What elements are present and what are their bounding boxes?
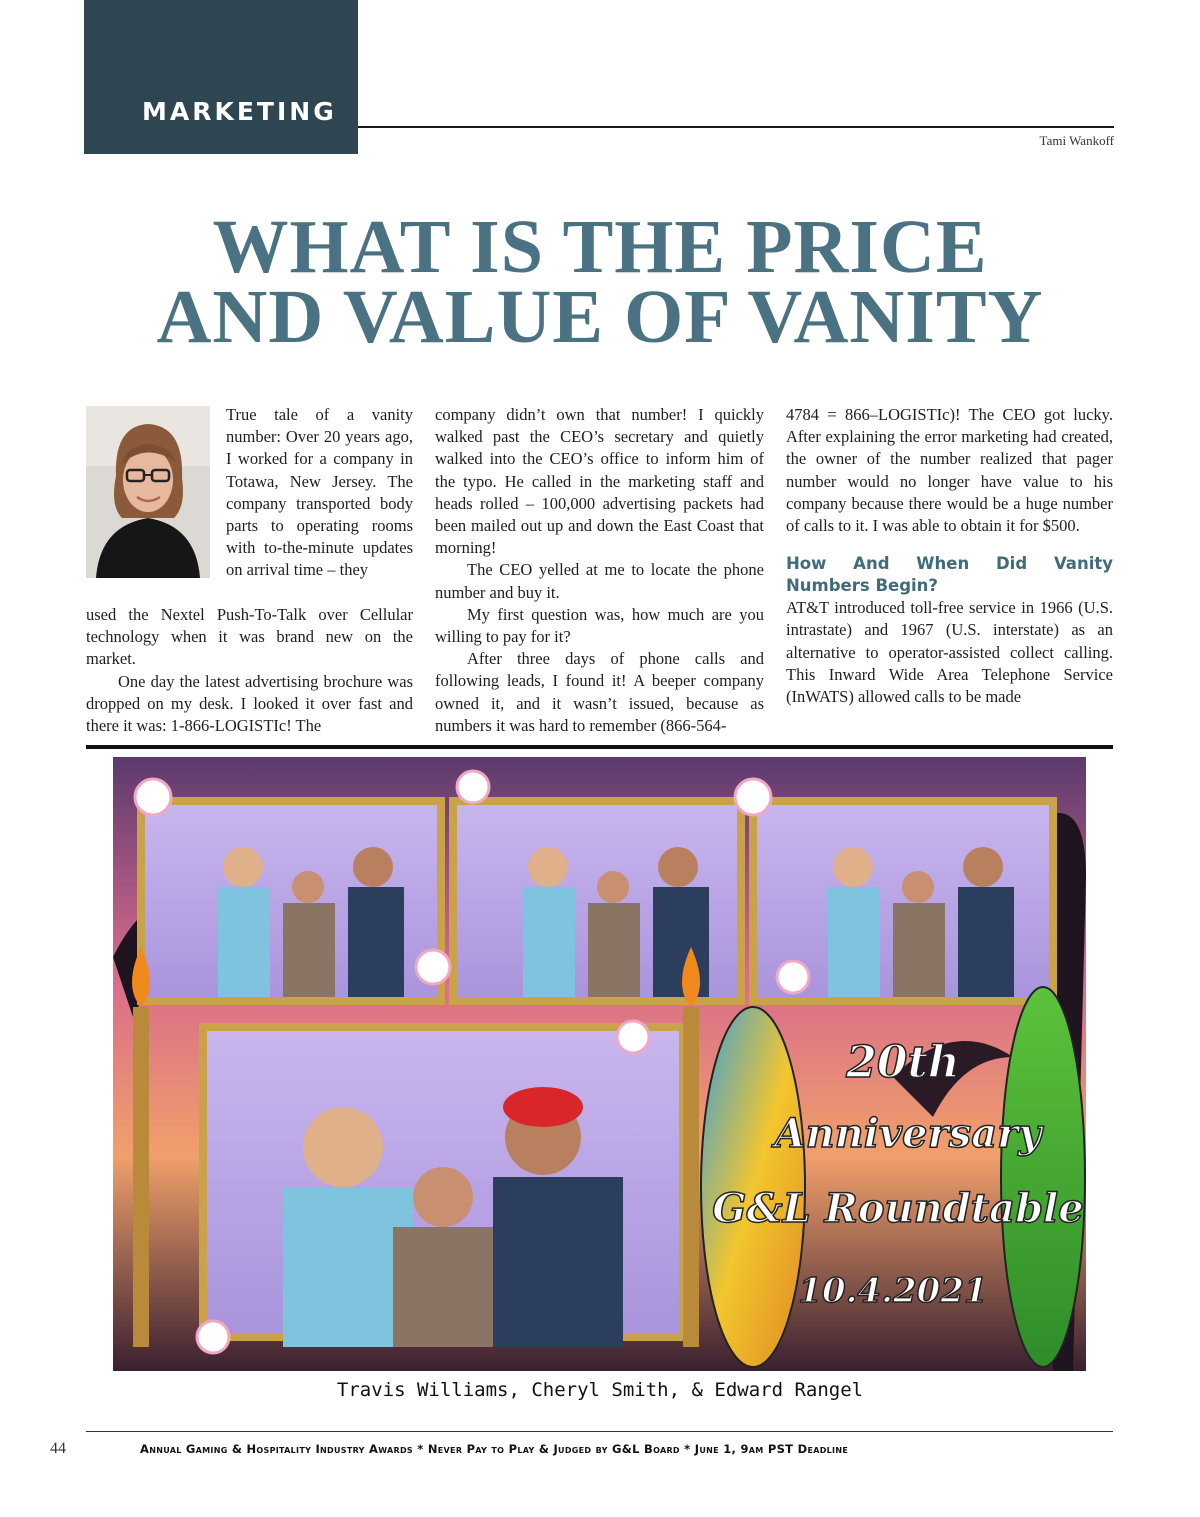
banner-line-2: Anniversary: [774, 1110, 1042, 1157]
banner-line-1: 20th: [846, 1037, 960, 1088]
footer-text: Annual Gaming & Hospitality Industry Awards * Never Pay to Play & Judged by G&L Board * June 1, 9am PST Deadline: [140, 1442, 849, 1456]
article-paragraph: company didn’t own that number! I quickly walked past the CEO’s secretary and quietly walked into the CEO’s office to inform him of the typo. He called in the marketing staff and heads rolled – 100,000 advertising packets had been mailed out up and down the East Coast that morning!: [435, 405, 764, 558]
article-column-3: [786, 404, 1113, 708]
photo-caption: Travis Williams, Cheryl Smith, & Edward Rangel: [336, 1379, 864, 1401]
article-paragraph: After three days of phone calls and following leads, I found it! A beeper company owned it, and it wasn’t issued, because as numbers it was hard to remember (866-564-: [435, 649, 764, 735]
banner-date: 10.4.2021: [798, 1271, 988, 1311]
article-paragraph: 4784 = 866–LOGISTIc)! The CEO got lucky. After explaining the error marketing had created, the owner of the number realized that pager number would no longer have value to his company because there would be a huge number of calls to it. I was able to obtain it for $500.: [786, 405, 1113, 536]
section-label: MARKETING: [142, 97, 337, 126]
article-paragraph: AT&T introduced toll-free service in 1966 (U.S. intrastate) and 1967 (U.S. interstate) as an alternative to operator-assisted collect calling. This Inward Wide Area Telephone Service (InWATS) allowed calls to be made: [786, 598, 1113, 707]
header-rule: [358, 126, 1114, 128]
banner-line-3: G&L Roundtable: [712, 1185, 1084, 1232]
headline-line-2: AND VALUE OF VANITY: [156, 275, 1044, 359]
article-paragraph: The CEO yelled at me to locate the phone number and buy it.: [435, 560, 764, 602]
article-paragraph: used the Nextel Push-To-Talk over Cellular technology when it was brand new on the market.: [86, 605, 413, 669]
article-column-1-intro: [226, 404, 413, 582]
article-column-2: [435, 404, 764, 737]
photo-booth-collage: [113, 757, 1086, 1371]
page-number: 44: [50, 1440, 66, 1457]
article-paragraph: True tale of a vanity number: Over 20 years ago, I worked for a company in Totawa, New Jersey. The company transported body parts to operating rooms with to-the-minute updates on arrival time – they: [226, 405, 413, 580]
article-column-1: [86, 604, 413, 737]
author-name: Tami Wankoff: [1039, 133, 1114, 148]
footer-rule: [86, 1431, 1113, 1432]
author-portrait: [86, 406, 210, 578]
article-paragraph: My first question was, how much are you willing to pay for it?: [435, 604, 764, 647]
headline-line-1: WHAT IS THE PRICE: [212, 205, 988, 289]
photo-divider: [86, 745, 1113, 749]
headline: [0, 205, 1200, 359]
article-subhead: How And When Did Vanity Numbers Begin?: [786, 554, 1113, 596]
article-paragraph: One day the latest advertising brochure was dropped on my desk. I looked it over fast and there it was: 1-866-LOGISTIc! The: [86, 671, 413, 736]
section-tab: [84, 0, 358, 154]
